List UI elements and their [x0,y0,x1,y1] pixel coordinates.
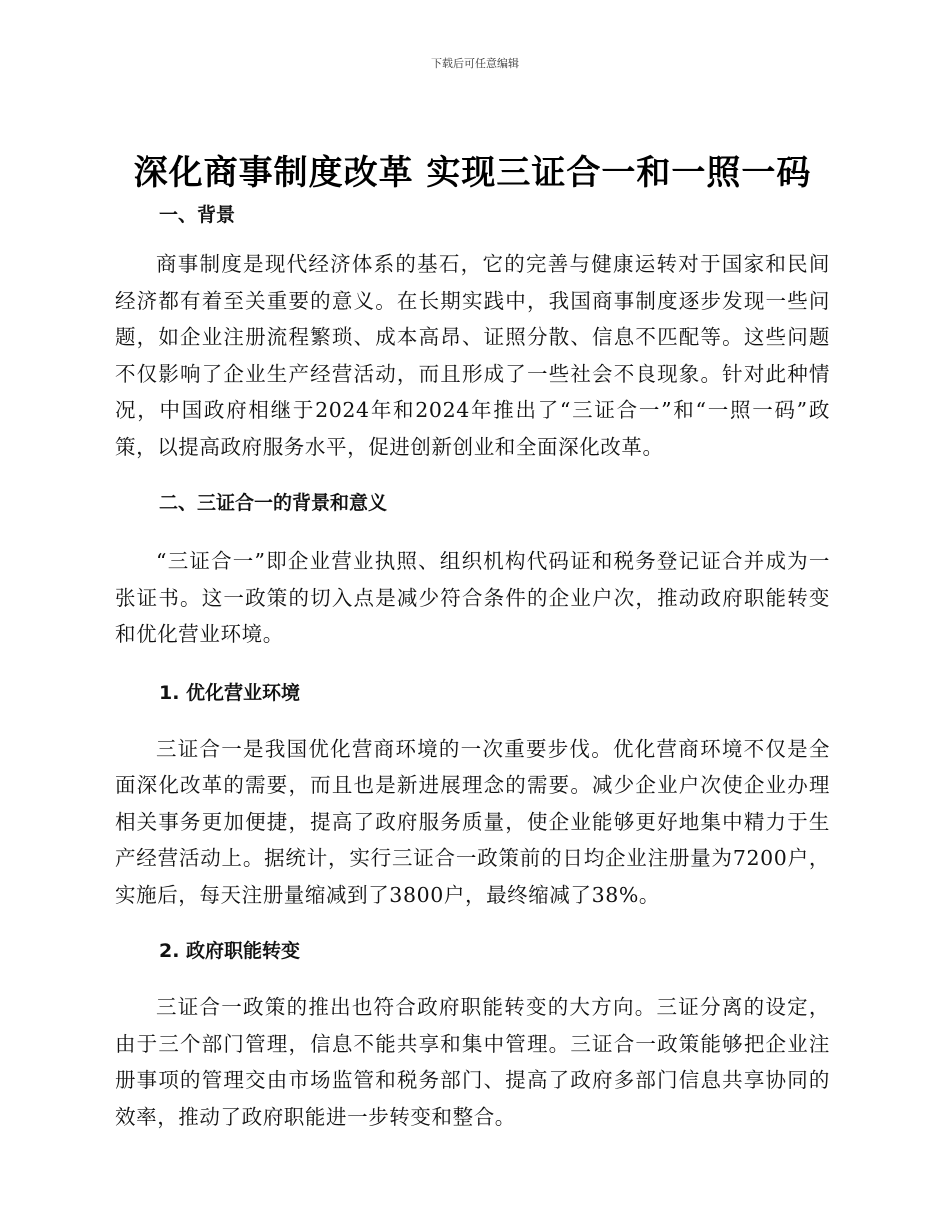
paragraph-business-environment: 三证合一是我国优化营商环境的一次重要步伐。优化营商环境不仅是全面深化改革的需要，而且也是新进展理念的需要。减少企业户次使企业办理相关事务更加便捷，提高了政府服务质量，使企业能够更好地集中精力于生产经营活动上。据统计，实行三证合一政策前的日均企业注册量为7200户，实施后，每天注册量缩减到了3800户，最终缩减了38%。 [115,736,830,907]
paragraph-three-in-one: “三证合一”即企业营业执照、组织机构代码证和税务登记证合并成为一张证书。这一政策的切入点是减少符合条件的企业户次，推动政府职能转变和优化营业环境。 [115,549,830,646]
section-heading-background: 一、背景 [159,204,236,226]
document-body [115,148,830,1135]
paragraph-government-functions: 三证合一政策的推出也符合政府职能转变的大方向。三证分离的设定，由于三个部门管理，信息不能共享和集中管理。三证合一政策能够把企业注册事项的管理交由市场监管和税务部门、提高了政府多部门信息共享协同的效率，推动了政府职能进一步转变和整合。 [115,995,830,1129]
paragraph-background: 商事制度是现代经济体系的基石，它的完善与健康运转对于国家和民间经济都有着至关重要的意义。在长期实践中，我国商事制度逐步发现一些问题，如企业注册流程繁琐、成本高昂、证照分散、信息不匹配等。这些问题不仅影响了企业生产经营活动，而且形成了一些社会不良现象。针对此种情况，中国政府相继于2024年和2024年推出了“三证合一”和“一照一码”政策，以提高政府服务水平，促进创新创业和全面深化改革。 [115,252,830,459]
document-title: 深化商事制度改革 实现三证合一和一照一码 [133,153,812,193]
section-heading-three-in-one: 二、三证合一的背景和意义 [159,492,388,514]
subsection-heading-business-environment: 1. 优化营业环境 [159,681,301,704]
subsection-heading-government-functions: 2. 政府职能转变 [159,940,301,962]
header-note: 下载后可任意编辑 [431,57,519,70]
